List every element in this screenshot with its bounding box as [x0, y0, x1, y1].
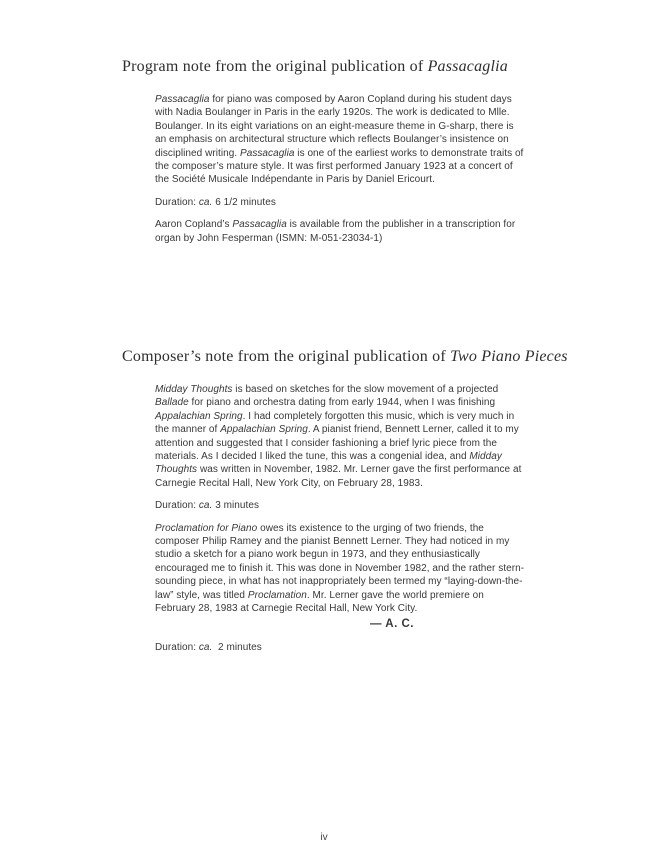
composer-note-section	[122, 348, 568, 654]
duration-line-proclamation: Duration: ca. 2 minutes	[155, 641, 262, 653]
program-note-heading: Program note from the original publication of Passacaglia	[122, 58, 508, 75]
composer-note-heading: Composer’s note from the original publication of Two Piano Pieces	[122, 348, 568, 365]
proclamation-paragraph: Proclamation for Piano owes its existence to the urging of two friends, the composer Philip Ramey and the pianist Bennett Lerner. They had noticed in my studio a sketch for a piano work begun in 1973, and they enthusiastically encouraged me to finish it. This was done in November 1982, and the rather stern-sounding piece, in what has not inappropriately been termed my “laying-down-the-law” style, was titled Proclamation. Mr. Lerner gave the world premiere on February 28, 1983 at Carnegie Recital Hall, New York City.	[155, 522, 525, 615]
duration-line-midday-thoughts: Duration: ca. 3 minutes	[155, 500, 259, 512]
composer-initials: — A. C.	[370, 617, 414, 630]
page-number: iv	[320, 832, 328, 843]
program-note-body	[155, 93, 525, 245]
program-note-section	[122, 58, 542, 245]
program-note-paragraph: Passacaglia for piano was composed by Aaron Copland during his student days with Nadia Boulanger in Paris in the early 1920s. The work is dedicated to Mlle. Boulanger. In its eight variations on an eight-measure theme in G-sharp, there is an emphasis on architectural structure which reflects Boulanger’s insistence on disciplined writing. Passacaglia is one of the earliest works to demonstrate traits of the composer’s mature style. It was first performed January 1923 at a concert of the Société Musicale Indépendante in Paris by Daniel Ericourt.	[155, 94, 524, 186]
midday-thoughts-paragraph: Midday Thoughts is based on sketches for the slow movement of a projected Ballade for piano and orchestra dating from early 1944, when I was finishing Appalachian Spring. I had completely forgotten this music, which is very much in the manner of Appalachian Spring. A pianist friend, Bennett Lerner, called it to my attention and suggested that I consider fashioning a brief lyric piece from the materials. As I decided I liked the tune, this was a congenial idea, and Midday Thoughts was written in November, 1982. Mr. Lerner gave the first performance at Carnegie Recital Hall, New York City, on February 28, 1983.	[155, 384, 522, 489]
composer-note-body	[155, 383, 525, 654]
duration-line-passacaglia: Duration: ca. 6 1/2 minutes	[155, 196, 276, 208]
publisher-availability-paragraph: Aaron Copland’s Passacaglia is available from the publisher in a transcription for organ by John Fesperman (ISMN: M-051-23034-1)	[155, 219, 516, 244]
